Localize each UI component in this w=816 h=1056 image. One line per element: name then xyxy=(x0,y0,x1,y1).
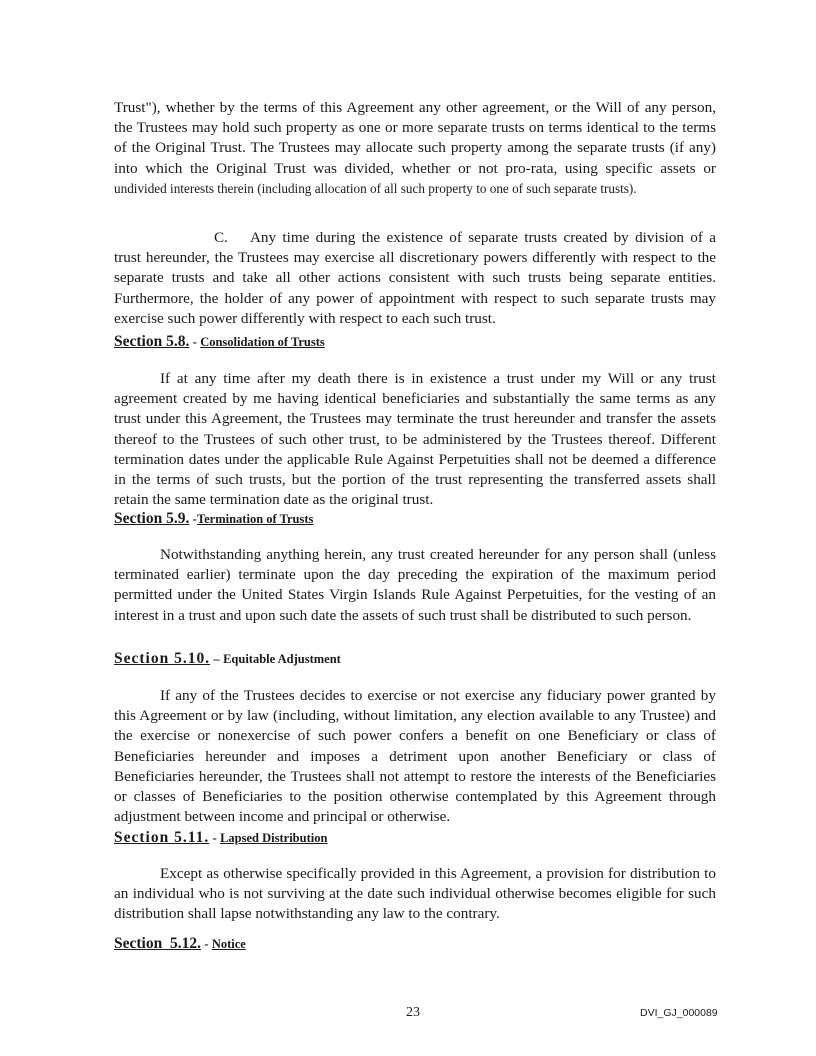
section-title: Consolidation of Trusts xyxy=(200,335,325,349)
section-title: Equitable Adjustment xyxy=(223,652,341,666)
section-heading-5-9 xyxy=(114,510,313,528)
bates-number: DVI_GJ_000089 xyxy=(640,1007,718,1019)
section-heading-5-10 xyxy=(114,650,341,668)
section-title: Lapsed Distribution xyxy=(220,831,328,845)
section-separator: - xyxy=(189,334,201,349)
paragraph-separate-trusts-continued xyxy=(114,98,716,199)
page-number: 23 xyxy=(406,1005,420,1020)
paragraph-termination: Notwithstanding anything herein, any trust created hereunder for any person shall (unless terminated earlier) terminate upon the day preceding the expiration of the maximum period permitted under the United States Virgin Islands Rule Against Perpetuities, for the vesting of an interest in a trust and upon such date the assets of such trust shall be distributed to such person. xyxy=(114,546,716,624)
paragraph-equitable-adjustment: If any of the Trustees decides to exercise or not exercise any fiduciary power granted by this Agreement or by law (including, without limitation, any election available to any Trustee) and the exercise or nonexercise of such power confers a benefit on one Beneficiary or class of Beneficiaries hereunder and imposes a detriment upon another Beneficiary or class of Beneficiaries hereunder, the Trustees shall not attempt to restore the interests of the Beneficiaries or classes of Beneficiaries to the position otherwise contemplated by this Agreement through adjustment between income and principal or otherwise. xyxy=(114,687,716,826)
section-number: Section 5.8. xyxy=(114,333,190,350)
paragraph-consolidation: If at any time after my death there is in existence a trust under my Will or any trust agreement created by me having identical beneficiaries and substantially the same terms as any trust under this Agreement, the Trustees may terminate the trust hereunder and transfer the assets thereof to the Trustees of such other trust, to be administered by the Trustees thereof. Different termination dates under the applicable Rule Against Perpetuities shall not be deemed a difference in the terms of such trusts, but the portion of the trust representing the transferred assets shall retain the same termination date as the original trust. xyxy=(114,370,716,509)
section-number: Section 5.12. xyxy=(114,935,201,952)
section-number: Section 5.11. xyxy=(114,829,210,846)
section-number: Section 5.10. xyxy=(114,650,211,667)
paragraph-text: Trust"), whether by the terms of this Agreement any other agreement, or the Will of any person, the Trustees may hold such property as one or more separate trusts on terms identical to the terms of the Original Trust. The Trustees may allocate such property among the separate trusts (if any) into which the Original Trust was divided, whether or not pro-rata, using specific assets or xyxy=(114,99,716,177)
section-title: Notice xyxy=(211,937,246,951)
paragraph-text: Any time during the existence of separate trusts created by division of a trust hereunder, the Trustees may exercise all discretionary powers differently with respect to the separate trusts and take all other actions consistent with such trusts being separate entities. Furthermore, the holder of any power of appointment with respect to such separate trusts may exercise such power differently with respect to each such trust. xyxy=(114,229,716,327)
section-title: Termination of Trusts xyxy=(196,512,314,526)
paragraph-c xyxy=(114,228,716,329)
section-separator: - xyxy=(189,511,197,526)
item-label-c: C. xyxy=(214,229,228,246)
section-heading-5-12 xyxy=(114,935,246,953)
section-separator: – xyxy=(210,651,224,666)
paragraph-lapsed-distribution: Except as otherwise specifically provided in this Agreement, a provision for distribution to an individual who is not surviving at the date such individual otherwise becomes eligible for such distribution shall lapse notwithstanding any law to the contrary. xyxy=(114,865,716,923)
paragraph-text-small: undivided interests therein (including allocation of all such property to one of such separate trusts). xyxy=(114,180,637,196)
section-number: Section 5.9. xyxy=(114,510,190,527)
section-heading-5-8 xyxy=(114,333,325,351)
section-separator: - xyxy=(200,936,212,951)
section-heading-5-11 xyxy=(114,829,327,847)
section-separator: - xyxy=(209,830,221,845)
